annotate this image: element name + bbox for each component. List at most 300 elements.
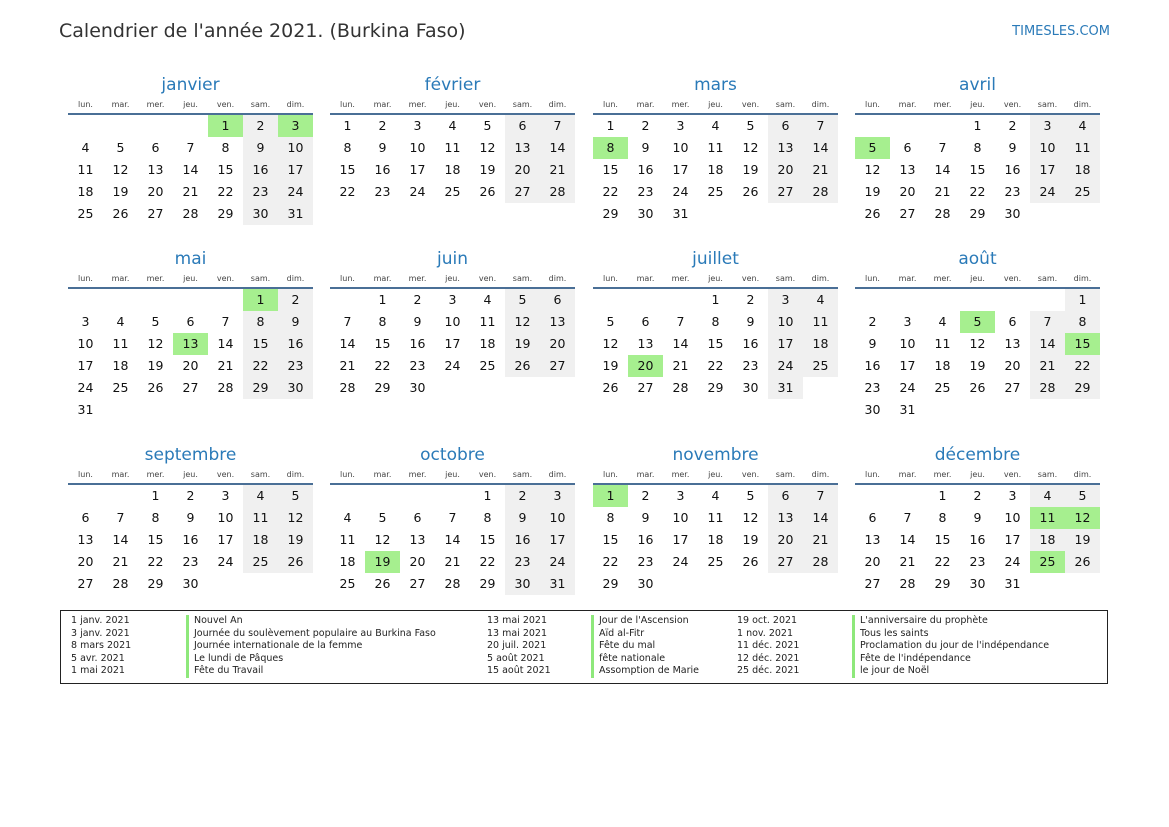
- day-cell: 16: [505, 529, 540, 551]
- day-cell: 4: [343, 510, 352, 525]
- month-name: août: [958, 249, 997, 269]
- day-cell: 8: [483, 510, 492, 525]
- day-cell: 30: [864, 402, 881, 417]
- day-cell: 29: [243, 377, 278, 399]
- empty-cell: [663, 289, 698, 311]
- day-cell: 11: [112, 336, 129, 351]
- holiday-day-cell: 25: [1030, 551, 1065, 573]
- month-name: novembre: [672, 445, 759, 465]
- day-cell: 22: [243, 355, 278, 377]
- week-row: [68, 203, 313, 225]
- day-cell: 2: [746, 292, 755, 307]
- day-cell: 21: [217, 358, 234, 373]
- day-cell: 16: [637, 532, 654, 547]
- holiday-date: 25 déc. 2021: [737, 665, 800, 677]
- week-row: [330, 181, 575, 203]
- day-cell: 4: [116, 314, 125, 329]
- day-cell: 7: [221, 314, 230, 329]
- week-row: [593, 203, 838, 225]
- weekday-label: ven.: [216, 470, 235, 479]
- day-cell: 19: [864, 184, 881, 199]
- day-cell: 4: [803, 289, 838, 311]
- day-cell: 14: [803, 137, 838, 159]
- day-cell: 21: [444, 554, 461, 569]
- day-cell: 15: [147, 532, 164, 547]
- day-cell: 20: [899, 184, 916, 199]
- day-cell: 11: [707, 140, 724, 155]
- week-row: [330, 573, 575, 595]
- day-cell: 25: [243, 551, 278, 573]
- day-cell: 20: [768, 159, 803, 181]
- weekday-header: [330, 273, 575, 289]
- holiday-name: Aïd al-Fitr: [591, 628, 644, 641]
- day-cell: 28: [444, 576, 461, 591]
- day-cell: 25: [934, 380, 951, 395]
- week-row: [593, 377, 838, 399]
- week-row: [330, 137, 575, 159]
- month-name: février: [424, 75, 481, 95]
- day-cell: 27: [899, 206, 916, 221]
- holiday-entry: [487, 653, 699, 666]
- week-row: [855, 203, 1100, 225]
- week-row: [68, 289, 313, 311]
- month-3: [593, 73, 838, 225]
- day-cell: 19: [479, 162, 496, 177]
- day-cell: 4: [711, 488, 720, 503]
- holiday-name: fête nationale: [591, 653, 665, 666]
- week-row: [855, 529, 1100, 551]
- weekday-label: lun.: [865, 100, 880, 109]
- empty-cell: [68, 289, 103, 311]
- day-cell: 4: [243, 485, 278, 507]
- day-cell: 29: [602, 206, 619, 221]
- weekday-header: [68, 469, 313, 485]
- day-cell: 18: [112, 358, 129, 373]
- day-cell: 19: [1065, 529, 1100, 551]
- holiday-day-cell: 1: [593, 485, 628, 507]
- empty-cell: [925, 115, 960, 137]
- day-cell: 8: [343, 140, 352, 155]
- week-row: [855, 181, 1100, 203]
- day-cell: 28: [112, 576, 129, 591]
- holiday-date: 20 juil. 2021: [487, 640, 547, 652]
- weekday-label: dim.: [1073, 274, 1092, 283]
- day-cell: 12: [147, 336, 164, 351]
- month-name: juin: [437, 249, 468, 269]
- day-cell: 22: [934, 554, 951, 569]
- weekday-label: mar.: [111, 100, 130, 109]
- day-cell: 8: [606, 510, 615, 525]
- day-cell: 30: [969, 576, 986, 591]
- weekday-label: jeu.: [183, 470, 198, 479]
- day-cell: 9: [641, 140, 650, 155]
- day-cell: 22: [217, 184, 234, 199]
- month-name: juillet: [692, 249, 739, 269]
- day-cell: 27: [768, 551, 803, 573]
- weekday-label: lun.: [340, 100, 355, 109]
- holiday-date: 11 déc. 2021: [737, 640, 800, 652]
- day-cell: 5: [378, 510, 387, 525]
- weekday-label: mar.: [373, 274, 392, 283]
- day-cell: 20: [1004, 358, 1021, 373]
- month-10: [330, 443, 575, 595]
- weekday-label: ven.: [741, 470, 760, 479]
- day-cell: 24: [444, 358, 461, 373]
- day-cell: 15: [602, 532, 619, 547]
- day-cell: 27: [864, 576, 881, 591]
- day-cell: 30: [742, 380, 759, 395]
- day-cell: 26: [602, 380, 619, 395]
- day-cell: 9: [413, 314, 422, 329]
- day-cell: 23: [243, 181, 278, 203]
- month-4: [855, 73, 1100, 225]
- day-cell: 2: [378, 118, 387, 133]
- month-2: [330, 73, 575, 203]
- weekday-label: ven.: [1003, 274, 1022, 283]
- day-cell: 25: [803, 355, 838, 377]
- day-cell: 15: [602, 162, 619, 177]
- day-cell: 15: [217, 162, 234, 177]
- day-cell: 4: [483, 292, 492, 307]
- day-cell: 2: [973, 488, 982, 503]
- weekday-header: [68, 99, 313, 115]
- day-cell: 12: [479, 140, 496, 155]
- page-title: Calendrier de l'année 2021. (Burkina Faso): [59, 20, 466, 42]
- weekday-header: [855, 469, 1100, 485]
- weekday-label: dim.: [1073, 470, 1092, 479]
- day-cell: 17: [899, 358, 916, 373]
- weekday-label: lun.: [340, 470, 355, 479]
- week-row: [330, 485, 575, 507]
- day-cell: 6: [540, 289, 575, 311]
- day-cell: 14: [672, 336, 689, 351]
- day-cell: 10: [444, 314, 461, 329]
- day-cell: 7: [938, 140, 947, 155]
- day-cell: 19: [742, 162, 759, 177]
- holiday-day-cell: 15: [1065, 333, 1100, 355]
- day-cell: 10: [77, 336, 94, 351]
- day-cell: 11: [1065, 137, 1100, 159]
- day-cell: 21: [182, 184, 199, 199]
- day-cell: 25: [707, 554, 724, 569]
- day-cell: 12: [742, 140, 759, 155]
- day-cell: 4: [448, 118, 457, 133]
- empty-cell: [435, 485, 470, 507]
- day-cell: 6: [505, 115, 540, 137]
- day-cell: 27: [409, 576, 426, 591]
- empty-cell: [890, 115, 925, 137]
- holiday-day-cell: 12: [1065, 507, 1100, 529]
- holiday-day-cell: 1: [243, 289, 278, 311]
- day-cell: 25: [339, 576, 356, 591]
- weekday-label: lun.: [603, 100, 618, 109]
- holiday-entry: [71, 628, 436, 641]
- day-cell: 12: [374, 532, 391, 547]
- holiday-column: [737, 615, 1049, 678]
- day-cell: 8: [243, 311, 278, 333]
- weekday-label: jeu.: [445, 100, 460, 109]
- weekday-label: dim.: [548, 470, 567, 479]
- day-cell: 13: [409, 532, 426, 547]
- day-cell: 11: [339, 532, 356, 547]
- day-cell: 4: [81, 140, 90, 155]
- week-row: [593, 289, 838, 311]
- month-12: [855, 443, 1100, 595]
- weekday-label: lun.: [865, 470, 880, 479]
- day-cell: 17: [409, 162, 426, 177]
- empty-cell: [365, 485, 400, 507]
- day-cell: 9: [746, 314, 755, 329]
- day-cell: 30: [1004, 206, 1021, 221]
- week-row: [68, 137, 313, 159]
- day-cell: 8: [378, 314, 387, 329]
- week-row: [68, 115, 313, 137]
- day-cell: 28: [540, 181, 575, 203]
- day-cell: 13: [768, 507, 803, 529]
- day-cell: 27: [637, 380, 654, 395]
- day-cell: 31: [278, 203, 313, 225]
- week-row: [330, 311, 575, 333]
- day-cell: 14: [444, 532, 461, 547]
- weekday-label: mar.: [898, 274, 917, 283]
- day-cell: 29: [969, 206, 986, 221]
- weekday-label: sam.: [1037, 274, 1058, 283]
- week-row: [68, 377, 313, 399]
- week-row: [330, 289, 575, 311]
- weekday-label: mer.: [408, 470, 427, 479]
- holiday-entry: [71, 653, 436, 666]
- week-row: [593, 355, 838, 377]
- empty-cell: [103, 115, 138, 137]
- weekday-label: lun.: [340, 274, 355, 283]
- day-cell: 7: [448, 510, 457, 525]
- holiday-name: Fête de l'indépendance: [852, 653, 971, 666]
- weekday-label: mar.: [111, 274, 130, 283]
- holiday-entry: [71, 665, 436, 678]
- holiday-day-cell: 3: [278, 115, 313, 137]
- day-cell: 8: [151, 510, 160, 525]
- day-cell: 15: [934, 532, 951, 547]
- day-cell: 31: [77, 402, 94, 417]
- day-cell: 23: [505, 551, 540, 573]
- weekday-label: sam.: [512, 470, 533, 479]
- week-row: [330, 355, 575, 377]
- weekday-label: dim.: [1073, 100, 1092, 109]
- day-cell: 20: [540, 333, 575, 355]
- holiday-name: le jour de Noël: [852, 665, 929, 678]
- day-cell: 10: [768, 311, 803, 333]
- day-cell: 22: [602, 554, 619, 569]
- holiday-column: [487, 615, 699, 678]
- empty-cell: [68, 115, 103, 137]
- holiday-entry: [737, 615, 1049, 628]
- day-cell: 5: [746, 488, 755, 503]
- week-row: [593, 507, 838, 529]
- weekday-label: dim.: [286, 274, 305, 283]
- day-cell: 1: [378, 292, 387, 307]
- holiday-entry: [487, 665, 699, 678]
- day-cell: 14: [899, 532, 916, 547]
- day-cell: 17: [768, 333, 803, 355]
- week-row: [593, 573, 838, 595]
- weekday-label: jeu.: [708, 100, 723, 109]
- week-row: [330, 159, 575, 181]
- week-row: [593, 333, 838, 355]
- day-cell: 26: [969, 380, 986, 395]
- day-cell: 22: [339, 184, 356, 199]
- day-cell: 9: [378, 140, 387, 155]
- holiday-name: Nouvel An: [186, 615, 243, 628]
- weekday-label: mer.: [146, 470, 165, 479]
- day-cell: 23: [1004, 184, 1021, 199]
- day-cell: 16: [864, 358, 881, 373]
- holiday-day-cell: 1: [208, 115, 243, 137]
- day-cell: 12: [112, 162, 129, 177]
- weekday-label: ven.: [1003, 470, 1022, 479]
- day-cell: 1: [973, 118, 982, 133]
- holiday-day-cell: 13: [173, 333, 208, 355]
- month-5: [68, 247, 313, 421]
- empty-cell: [330, 289, 365, 311]
- weekday-header: [593, 273, 838, 289]
- day-cell: 18: [444, 162, 461, 177]
- day-cell: 15: [374, 336, 391, 351]
- holiday-entry: [737, 640, 1049, 653]
- weekday-header: [593, 99, 838, 115]
- day-cell: 30: [409, 380, 426, 395]
- holiday-name: Jour de l'Ascension: [591, 615, 689, 628]
- day-cell: 25: [112, 380, 129, 395]
- weekday-label: sam.: [1037, 470, 1058, 479]
- holiday-date: 3 janv. 2021: [71, 627, 130, 639]
- day-cell: 26: [742, 554, 759, 569]
- weekday-label: lun.: [603, 470, 618, 479]
- day-cell: 30: [637, 576, 654, 591]
- holiday-entry: [71, 615, 436, 628]
- day-cell: 27: [77, 576, 94, 591]
- month-6: [330, 247, 575, 399]
- day-cell: 11: [243, 507, 278, 529]
- weekday-label: dim.: [286, 470, 305, 479]
- day-cell: 14: [1030, 333, 1065, 355]
- day-cell: 5: [746, 118, 755, 133]
- day-cell: 11: [934, 336, 951, 351]
- week-row: [68, 399, 313, 421]
- day-cell: 10: [672, 140, 689, 155]
- day-cell: 31: [672, 206, 689, 221]
- day-cell: 21: [899, 554, 916, 569]
- day-cell: 9: [505, 507, 540, 529]
- day-cell: 8: [711, 314, 720, 329]
- weekday-label: mer.: [671, 274, 690, 283]
- site-link[interactable]: TIMESLES.COM: [1012, 24, 1110, 39]
- day-cell: 27: [147, 206, 164, 221]
- holiday-day-cell: 20: [628, 355, 663, 377]
- day-cell: 24: [1030, 181, 1065, 203]
- day-cell: 4: [938, 314, 947, 329]
- weekday-label: jeu.: [445, 470, 460, 479]
- day-cell: 20: [768, 529, 803, 551]
- day-cell: 17: [1004, 532, 1021, 547]
- day-cell: 22: [602, 184, 619, 199]
- day-cell: 17: [278, 159, 313, 181]
- day-cell: 28: [339, 380, 356, 395]
- day-cell: 28: [672, 380, 689, 395]
- weekday-label: dim.: [548, 100, 567, 109]
- holiday-date: 1 janv. 2021: [71, 615, 130, 626]
- weekday-header: [855, 273, 1100, 289]
- day-cell: 23: [409, 358, 426, 373]
- day-cell: 29: [147, 576, 164, 591]
- day-cell: 4: [1065, 115, 1100, 137]
- day-cell: 24: [540, 551, 575, 573]
- day-cell: 13: [864, 532, 881, 547]
- weekday-label: mar.: [636, 470, 655, 479]
- holiday-name: L'anniversaire du prophète: [852, 615, 988, 628]
- day-cell: 6: [768, 485, 803, 507]
- day-cell: 22: [479, 554, 496, 569]
- day-cell: 28: [899, 576, 916, 591]
- day-cell: 27: [1004, 380, 1021, 395]
- empty-cell: [960, 289, 995, 311]
- day-cell: 13: [540, 311, 575, 333]
- weekday-label: mar.: [898, 470, 917, 479]
- day-cell: 23: [374, 184, 391, 199]
- day-cell: 22: [374, 358, 391, 373]
- day-cell: 6: [868, 510, 877, 525]
- day-cell: 3: [676, 488, 685, 503]
- weekday-label: ven.: [478, 274, 497, 283]
- day-cell: 19: [742, 532, 759, 547]
- day-cell: 7: [540, 115, 575, 137]
- day-cell: 21: [803, 159, 838, 181]
- day-cell: 29: [217, 206, 234, 221]
- day-cell: 6: [186, 314, 195, 329]
- day-cell: 27: [768, 181, 803, 203]
- day-cell: 24: [1004, 554, 1021, 569]
- day-cell: 28: [182, 206, 199, 221]
- weekday-label: mer.: [671, 470, 690, 479]
- weekday-label: ven.: [1003, 100, 1022, 109]
- day-cell: 25: [77, 206, 94, 221]
- day-cell: 25: [444, 184, 461, 199]
- day-cell: 29: [479, 576, 496, 591]
- weekday-label: jeu.: [183, 274, 198, 283]
- empty-cell: [890, 485, 925, 507]
- day-cell: 26: [864, 206, 881, 221]
- weekday-label: ven.: [216, 100, 235, 109]
- day-cell: 18: [707, 532, 724, 547]
- day-cell: 9: [641, 510, 650, 525]
- month-name: décembre: [934, 445, 1021, 465]
- day-cell: 29: [934, 576, 951, 591]
- empty-cell: [995, 289, 1030, 311]
- empty-cell: [400, 485, 435, 507]
- weekday-label: ven.: [741, 100, 760, 109]
- day-cell: 6: [151, 140, 160, 155]
- weekday-label: dim.: [811, 470, 830, 479]
- day-cell: 21: [803, 529, 838, 551]
- weekday-label: mer.: [146, 274, 165, 283]
- day-cell: 31: [540, 573, 575, 595]
- day-cell: 27: [540, 355, 575, 377]
- day-cell: 24: [672, 554, 689, 569]
- holiday-entry: [487, 640, 699, 653]
- day-cell: 17: [217, 532, 234, 547]
- day-cell: 7: [676, 314, 685, 329]
- day-cell: 18: [77, 184, 94, 199]
- day-cell: 4: [1030, 485, 1065, 507]
